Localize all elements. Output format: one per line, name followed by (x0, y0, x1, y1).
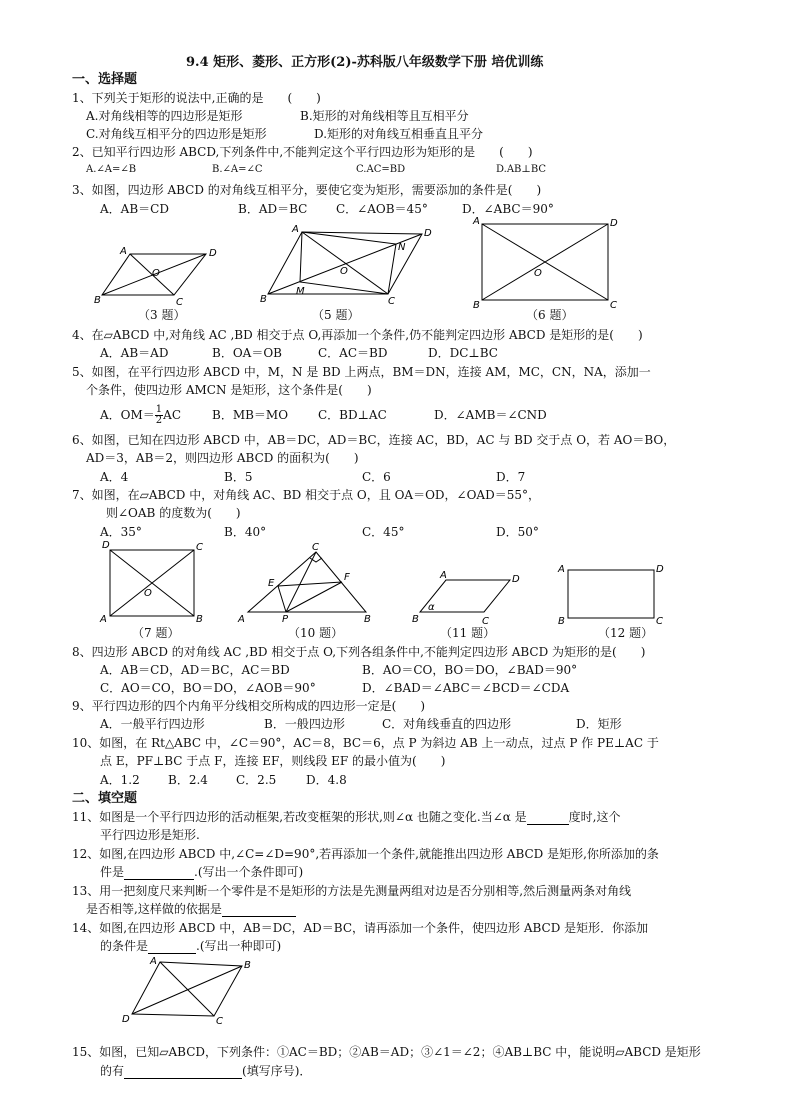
q8-option-d: D．∠BAD＝∠ABC＝∠BCD＝∠CDA (362, 681, 570, 695)
q13-line1: 13、用一把刻度尺来判断一个零件是不是矩形的方法是先测量两组对边是否分别相等,然后测量两条对角线 (72, 884, 632, 898)
q12-answer-blank[interactable] (124, 865, 194, 880)
q7-option-b: B．40° (224, 525, 267, 539)
q5-option-c: C．BD⊥AC (318, 408, 387, 422)
q2-option-a: A.∠A=∠B (86, 164, 137, 175)
q12-line2 (100, 865, 303, 880)
q6-line1: 6、如图，已知在四边形 ABCD 中，AB＝DC，AD＝BC，连接 AC，BD，AC 与 BD 交于点 O，若 AO＝BO， (72, 433, 676, 447)
q10-segment-cp (286, 552, 316, 612)
q9-option-b: B．一般四边形 (264, 717, 345, 731)
figure-q5-parallelogram (260, 222, 440, 307)
q8-option-a: A．AB＝CD，AD＝BC，AC＝BD (100, 663, 290, 677)
q10-option-d: D．4.8 (306, 773, 347, 787)
q10-label-p: P (282, 614, 289, 625)
q3-stem: 3、如图，四边形 ABCD 的对角线互相平分，要使它变为矩形，需要添加的条件是( ) (72, 183, 542, 197)
caption-q10: （10 题） (288, 626, 344, 640)
q15-answer-blank[interactable] (124, 1064, 242, 1079)
q4-option-a: A．AB＝AD (100, 346, 169, 360)
q10-label-a: A (238, 614, 245, 625)
q14-label-b: B (244, 960, 251, 971)
caption-q5: （5 题） (312, 308, 360, 322)
q5-option-a-prefix: A．OM＝ (100, 408, 155, 422)
q6-label-d: D (610, 218, 618, 229)
q1-stem: 1、下列关于矩形的说法中,正确的是 ( ) (72, 91, 321, 105)
q6-label-c: C (610, 300, 617, 311)
q3-label-d: D (209, 248, 217, 259)
caption-q6: （6 题） (526, 308, 574, 322)
q10-segment-ef (278, 582, 342, 586)
q7-label-c: C (196, 542, 203, 553)
section-fill-heading: 二、填空题 (72, 791, 138, 806)
q7-option-d: D．50° (496, 525, 539, 539)
q11-label-a: A (440, 570, 447, 581)
q12-line2-pre: 件是 (100, 865, 125, 879)
q9-option-a: A．一般平行四边形 (100, 717, 205, 731)
caption-q12: （12 题） (598, 626, 654, 640)
q1-option-c: C.对角线互相平分的四边形是矩形 (86, 127, 267, 141)
q10-option-a: A．1.2 (100, 773, 140, 787)
q10-perpendicular-pe (278, 586, 286, 612)
q11-label-c: C (482, 616, 489, 627)
q15-line2 (100, 1064, 311, 1079)
q6-option-c: C．6 (362, 470, 391, 484)
q7-label-o: O (144, 588, 152, 599)
q7-line1: 7、如图，在▱ABCD 中，对角线 AC、BD 相交于点 O，且 OA＝OD，∠OAD＝55°， (72, 488, 540, 502)
q5-label-d: D (424, 228, 432, 239)
q7-option-c: C．45° (362, 525, 405, 539)
q11-answer-blank[interactable] (527, 810, 569, 825)
q15-line2-post: (填写序号)． (242, 1064, 312, 1078)
q14-label-c: C (216, 1016, 223, 1027)
figure-q10-triangle (238, 542, 378, 624)
q14-line2-post: .(写出一种即可) (196, 939, 282, 953)
q12-label-a: A (558, 564, 565, 575)
q12-label-b: B (558, 616, 565, 627)
figure-q7-rectangle (96, 538, 212, 624)
q7-label-b: B (196, 614, 203, 625)
q4-stem: 4、在▱ABCD 中,对角线 AC ,BD 相交于点 O,再添加一个条件,仍不能判定四边形 ABCD 是矩形的是( ) (72, 328, 643, 342)
q9-stem: 9、平行四边形的四个内角平分线相交所构成的四边形一定是( ) (72, 699, 426, 713)
q2-option-d: D.AB⊥BC (496, 164, 546, 175)
q14-diagonal-ac (160, 962, 214, 1016)
q10-label-c: C (312, 542, 319, 553)
q5-line1: 5、如图，在平行四边形 ABCD 中，M，N 是 BD 上两点，BM＝DN，连接 AM，MC，CN，NA，添加一 (72, 365, 651, 379)
q13-line2 (86, 902, 296, 917)
q10-label-e: E (268, 578, 275, 589)
figure-q6-rectangle (470, 216, 620, 311)
q5-label-o: O (340, 266, 348, 277)
q3-option-a: A．AB＝CD (100, 202, 169, 216)
q10-option-c: C．2.5 (236, 773, 277, 787)
caption-q7: （7 题） (132, 626, 180, 640)
q11-label-b: B (412, 614, 419, 625)
q3-option-d: D．∠ABC＝90° (462, 202, 554, 216)
q10-option-b: B．2.4 (168, 773, 208, 787)
q5-label-b: B (260, 294, 267, 305)
q4-option-b: B．OA＝OB (212, 346, 282, 360)
q14-diagonal-bd (132, 966, 242, 1014)
q12-label-d: D (656, 564, 664, 575)
q5-line2: 个条件，使四边形 AMCN 是矩形，这个条件是( ) (86, 383, 372, 397)
q9-option-c: C．对角线垂直的四边形 (382, 717, 512, 731)
q7-label-d: D (102, 540, 110, 551)
q11-label-alpha: α (428, 602, 435, 613)
q5-option-a (100, 402, 181, 428)
q7-line2: 则∠OAB 的度数为( ) (106, 506, 241, 520)
q14-line2-pre: 的条件是 (100, 939, 149, 953)
q4-option-d: D．DC⊥BC (428, 346, 498, 360)
q15-line1: 15、如图，已知▱ABCD，下列条件：①AC＝BD；②AB＝AD；③∠1＝∠2；④AB⊥BC 中，能说明▱ABCD 是矩形 (72, 1045, 701, 1059)
q10-line2: 点 E，PF⊥BC 于点 F，连接 EF，则线段 EF 的最小值为( ) (100, 754, 446, 768)
q5-option-a-suffix: AC (163, 408, 182, 422)
figure-q3-parallelogram (94, 240, 234, 310)
q13-answer-blank[interactable] (222, 902, 296, 917)
q10-segment-pf (286, 582, 342, 612)
q12-label-c: C (656, 616, 663, 627)
caption-q3: （3 题） (138, 308, 186, 322)
q5-fraction-numerator: 1 (155, 404, 163, 415)
q5-option-b: B．MB＝MO (212, 408, 289, 422)
caption-q11: （11 题） (440, 626, 496, 640)
q7-option-a: A．35° (100, 525, 142, 539)
figure-q14-parallelogram (118, 952, 258, 1028)
q15-line2-pre: 的有 (100, 1064, 125, 1078)
q3-option-b: B．AD＝BC (238, 202, 308, 216)
q11-post: 度时,这个 (568, 810, 621, 824)
q6-option-d: D．7 (496, 470, 526, 484)
q1-option-a: A.对角线相等的四边形是矩形 (86, 109, 243, 123)
q8-option-c: C．AO＝CO，BO＝DO，∠AOB＝90° (100, 681, 316, 695)
q5-fraction-denominator: 2 (155, 415, 163, 426)
q11-line2: 平行四边形是矩形. (100, 828, 200, 842)
q7-label-a: A (100, 614, 107, 625)
q5-label-n: N (398, 242, 406, 253)
q6-label-a: A (473, 216, 480, 227)
q5-label-a: A (292, 224, 299, 235)
q11-line1 (72, 810, 621, 825)
q6-label-o: O (534, 268, 542, 279)
q8-stem: 8、四边形 ABCD 的对角线 AC ,BD 相交于点 O,下列各组条件中,不能判定四边形 ABCD 为矩形的是( ) (72, 645, 646, 659)
q3-label-o: O (152, 268, 160, 279)
q6-line2: AD＝3，AB＝2，则四边形 ABCD 的面积为( ) (86, 451, 359, 465)
q3-label-c: C (176, 297, 183, 308)
q6-label-b: B (473, 300, 480, 311)
q5-option-d: D．∠AMB＝∠CND (434, 408, 547, 422)
page-title: 9.4 矩形、菱形、正方形(2)-苏科版八年级数学下册 培优训练 (186, 55, 544, 70)
q5-fraction-half (155, 405, 163, 426)
q3-label-a: A (120, 246, 127, 257)
q12-rectangle-shape (568, 570, 654, 618)
q6-option-b: B．5 (224, 470, 253, 484)
q14-label-d: D (122, 1014, 130, 1025)
q1-option-b: B.矩形的对角线相等且互相平分 (300, 109, 469, 123)
section-choice-heading: 一、选择题 (72, 72, 138, 87)
q12-line2-post: .(写出一个条件即可) (194, 865, 304, 879)
q5-label-m: M (296, 286, 305, 297)
q11-label-d: D (512, 574, 520, 585)
q13-line2-text: 是否相等,这样做的依据是 (86, 902, 222, 916)
q10-label-b: B (364, 614, 371, 625)
q14-label-a: A (150, 956, 157, 967)
q2-option-b: B.∠A=∠C (212, 164, 263, 175)
q5-label-c: C (388, 296, 395, 307)
q12-line1: 12、如图,在四边形 ABCD 中,∠C=∠D=90°,若再添加一个条件,就能推出四边形 ABCD 是矩形,你所添加的条 (72, 847, 659, 861)
q1-option-d: D.矩形的对角线互相垂直且平分 (314, 127, 484, 141)
q9-option-d: D．矩形 (576, 717, 622, 731)
q4-option-c: C．AC＝BD (318, 346, 388, 360)
q14-line1: 14、如图,在四边形 ABCD 中，AB＝DC，AD＝BC，请再添加一个条件，使四边形 ABCD 是矩形．你添加 (72, 921, 649, 935)
q10-label-f: F (344, 572, 350, 583)
q3-label-b: B (94, 295, 101, 306)
q2-stem: 2、已知平行四边形 ABCD,下列条件中,不能判定这个平行四边形为矩形的是 ( ) (72, 145, 533, 159)
figure-q12-rectangle (556, 560, 666, 626)
q2-option-c: C.AC=BD (356, 164, 406, 175)
q6-option-a: A．4 (100, 470, 129, 484)
q3-option-c: C．∠AOB＝45° (336, 202, 428, 216)
q10-line1: 10、如图，在 Rt△ABC 中，∠C＝90°，AC＝8，BC＝6，点 P 为斜边 AB 上一动点，过点 P 作 PE⊥AC 于 (72, 736, 659, 750)
q11-pre: 11、如图是一个平行四边形的活动框架,若改变框架的形状,则∠α 也随之变化.当∠α 是 (72, 810, 527, 824)
q8-option-b: B．AO＝CO，BO＝DO，∠BAD＝90° (362, 663, 578, 677)
figure-q11-parallelogram (412, 570, 522, 626)
